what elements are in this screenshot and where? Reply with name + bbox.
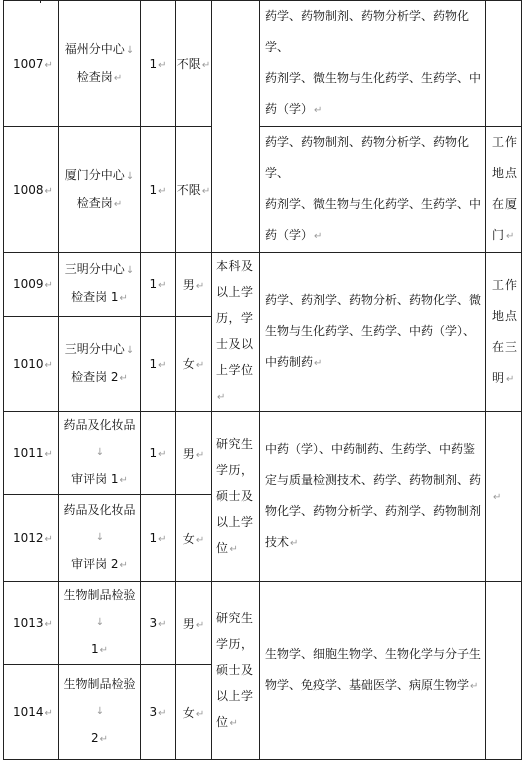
position-code-cell [4,412,59,495]
gender: 男 [182,616,195,631]
position-name: 检查岗 [76,195,113,210]
major-text: 生物学、细胞生物学、生物化学与分子生 [265,647,482,661]
education-text: 上学位 [216,363,254,377]
paragraph-mark: ↵ [506,231,516,242]
position-name-cell [59,316,141,411]
headcount-cell [141,665,176,760]
major-text: 定与质量检测技术、药学、药物制剂、药 [265,473,482,487]
headcount: 3 [149,616,158,630]
position-code-cell [4,495,59,582]
position-name: 生物制品检验 [63,677,136,691]
education-text: 以上学 [216,514,254,529]
paragraph-mark: ↵ [470,681,479,692]
major-text: 药（学） [265,228,314,242]
paragraph-mark: ↓ [125,344,135,356]
headcount: 1 [149,56,158,71]
gender-cell [176,316,212,411]
paragraph-mark: ↵ [119,372,128,384]
paragraph-mark: ↵ [158,534,167,545]
paragraph-mark: ↵ [314,105,323,116]
paragraph-mark: ↵ [493,491,503,503]
gender-cell [176,253,212,317]
major-text: 物学、免疫学、基础医学、病原生物学 [265,678,470,692]
position-name: 福州分中心 [64,41,125,56]
position-name: 药品及化妆品 [63,418,136,432]
major-text: 技术 [265,535,290,549]
education-cell [212,582,260,760]
table-body [4,1,522,760]
education-text: 本科及 [216,259,254,273]
position-code: 1012 [13,531,44,545]
education-text: 士及以 [216,337,254,351]
paragraph-mark: ↵ [229,543,239,555]
paragraph-mark: ↵ [195,534,205,546]
paragraph-mark: ↵ [201,186,211,197]
table-top-border-mark [175,0,176,3]
education-text: 研究生 [216,610,254,625]
paragraph-mark: ↓ [95,617,105,628]
paragraph-mark: ↵ [44,619,53,630]
position-code: 1014 [13,705,44,719]
major-cell [260,1,486,127]
position-name: 检查岗 2 [71,369,119,384]
position-name: 生物制品检验 [63,588,136,602]
position-code-cell [4,253,59,317]
education-text: 历，学 [216,311,254,325]
position-code-cell [4,316,59,411]
headcount-cell [141,127,176,253]
education-cell [212,412,260,582]
paragraph-mark: ↵ [158,619,167,630]
gender: 不限 [176,183,201,197]
position-code-cell [4,127,59,253]
note-cell [486,127,522,253]
position-name: 检查岗 1 [71,290,119,305]
note-text: 地点 [492,166,519,180]
headcount: 1 [149,182,158,197]
position-code-cell [4,582,59,665]
paragraph-mark: ↵ [195,708,205,720]
paragraph-mark: ↵ [314,358,323,369]
major-text: 药学、药剂学、药物分析、药物化学、微 [265,293,482,307]
paragraph-mark: ↵ [217,392,226,403]
gender-cell [176,412,212,495]
headcount-cell [141,1,176,127]
major-text: 药剂学、微生物与生化药学、生药学、中 [265,197,482,211]
position-name-cell [59,127,141,253]
paragraph-mark: ↵ [158,185,167,197]
paragraph-mark: ↓ [95,706,105,717]
position-name: 三明分中心 [64,341,125,356]
education-text: 位 [216,540,229,555]
position-name-cell [59,1,141,127]
education-text: 以上学 [216,688,254,703]
position-name-cell [59,582,141,665]
paragraph-mark: ↵ [158,59,167,71]
education-text: 学历， [216,462,254,477]
major-text: 中药制药 [265,355,314,369]
paragraph-mark: ↵ [290,538,299,549]
table-top-border-mark [40,0,41,3]
paragraph-mark: ↵ [113,72,123,84]
recruitment-table [3,0,522,760]
position-code-cell [4,665,59,760]
headcount-cell [141,316,176,411]
gender-cell [176,127,212,253]
major-text: 药（学） [265,102,314,116]
paragraph-mark: ↵ [99,734,109,745]
table-row [4,582,522,665]
paragraph-mark: ↵ [158,708,167,719]
paragraph-mark: ↓ [95,447,105,458]
position-name: 1 [90,642,99,656]
paragraph-mark: ↓ [125,170,135,182]
note-cell [486,1,522,127]
paragraph-mark: ↵ [44,280,53,292]
gender-cell [176,495,212,582]
note-cell [486,412,522,582]
paragraph-mark: ↵ [195,619,205,631]
paragraph-mark: ↵ [44,449,53,460]
major-text: 药学、药物制剂、药物分析学、药物化学、 [265,135,470,180]
position-name-cell [59,412,141,495]
gender: 女 [182,531,195,546]
headcount: 1 [149,531,158,545]
major-cell [260,127,486,253]
position-name: 三明分中心 [64,262,125,277]
position-code: 1007 [13,56,44,71]
headcount: 3 [149,705,158,719]
note-text: 在三 [492,339,519,354]
gender-cell [176,1,212,127]
position-name-cell [59,665,141,760]
paragraph-mark: ↵ [113,198,123,210]
headcount: 1 [149,277,158,292]
table-row [4,1,522,127]
paragraph-mark: ↓ [95,532,105,543]
education-text: 研究生 [216,436,254,451]
gender: 男 [182,277,195,292]
position-code-cell [4,1,59,127]
position-name: 2 [90,731,99,745]
paragraph-mark: ↵ [119,475,128,486]
major-text: 药剂学、微生物与生化药学、生药学、中 [265,71,482,85]
gender: 男 [182,446,195,461]
position-name: 审评岗 2 [71,557,119,571]
headcount-cell [141,582,176,665]
major-cell [260,412,486,582]
paragraph-mark: ↓ [125,265,135,277]
paragraph-mark: ↵ [229,717,239,729]
note-text: 在厦 [492,197,519,211]
paragraph-mark: ↵ [158,449,167,460]
position-code: 1013 [13,616,44,630]
paragraph-mark: ↵ [44,708,53,719]
education-text: 硕士及 [216,662,254,677]
paragraph-mark: ↵ [44,359,53,371]
note-text: 工作 [492,135,519,149]
gender: 女 [182,705,195,720]
gender: 女 [182,357,195,372]
major-cell [260,253,486,412]
paragraph-mark: ↵ [44,534,53,545]
table-row [4,412,522,495]
headcount-cell [141,412,176,495]
note-text: 明 [492,370,506,385]
major-cell [260,582,486,760]
paragraph-mark: ↵ [195,280,205,292]
headcount: 1 [149,446,158,460]
paragraph-mark: ↵ [119,560,128,571]
note-cell [486,253,522,412]
gender-cell [176,582,212,665]
position-name: 审评岗 1 [71,472,119,486]
table-top-border-mark [140,0,141,3]
education-text: 学历， [216,636,254,651]
position-code: 1010 [13,356,44,371]
headcount-cell [141,253,176,317]
paragraph-mark: ↵ [44,185,53,197]
note-text: 地点 [492,308,519,323]
paragraph-mark: ↵ [506,373,516,385]
position-name: 厦门分中心 [64,167,125,182]
recruitment-table-page [3,0,521,745]
position-name-cell [59,253,141,317]
education-text: 位 [216,714,229,729]
table-row [4,127,522,253]
headcount-cell [141,495,176,582]
paragraph-mark: ↵ [99,645,109,656]
position-code: 1011 [13,446,44,460]
table-row [4,253,522,317]
paragraph-mark: ↵ [314,231,323,242]
paragraph-mark: ↓ [125,44,135,56]
position-name-cell [59,495,141,582]
paragraph-mark: ↵ [158,280,167,292]
position-code: 1009 [13,277,44,292]
position-name: 药品及化妆品 [63,503,136,517]
education-text: 以上学 [216,285,254,299]
education-cell [212,1,260,253]
gender: 不限 [176,57,201,71]
paragraph-mark: ↵ [158,359,167,371]
education-text: 硕士及 [216,488,254,503]
position-code: 1008 [13,182,44,197]
headcount: 1 [149,356,158,371]
paragraph-mark: ↵ [195,360,205,372]
note-cell [486,582,522,760]
major-text: 物化学、药物分析学、药剂学、药物制剂 [265,504,482,518]
note-text: 工作 [492,277,519,292]
paragraph-mark: ↵ [195,449,205,461]
note-text: 门 [492,228,506,242]
position-name: 检查岗 [76,69,113,84]
major-text: 药学、药物制剂、药物分析学、药物化学、 [265,9,470,54]
gender-cell [176,665,212,760]
paragraph-mark: ↵ [119,293,128,305]
major-text: 中药（学）、中药制药、生药学、中药鉴 [265,442,476,456]
major-text: 生物与生化药学、生药学、中药（学）、 [265,324,476,338]
paragraph-mark: ↵ [201,60,211,71]
paragraph-mark: ↵ [44,59,53,71]
education-cell [212,253,260,412]
